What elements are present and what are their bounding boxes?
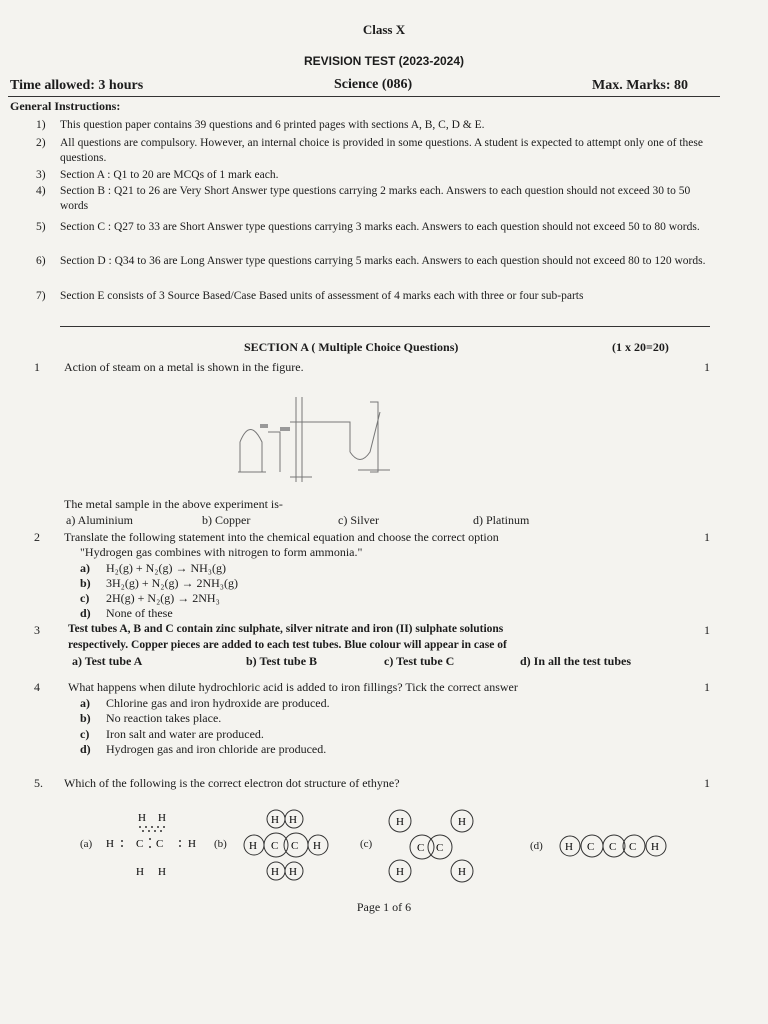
q2-mark: 1 xyxy=(704,530,710,544)
svg-text:C: C xyxy=(587,841,595,853)
q1-option-a[interactable]: a) Aluminium xyxy=(66,513,133,527)
q5-option-d-label[interactable]: (d) xyxy=(530,840,543,852)
instructions-divider xyxy=(60,326,710,327)
svg-text:H: H xyxy=(289,814,297,826)
svg-text:H: H xyxy=(106,838,114,850)
instruction-item: 4) Section B : Q21 to 26 are Very Short Answer type questions carrying 2 marks each. Answers to each question should not exceed 30 to 50 words xyxy=(36,185,691,212)
svg-text:C: C xyxy=(291,840,299,852)
q5-option-b-structure[interactable] xyxy=(234,805,344,885)
steam-apparatus-figure xyxy=(220,382,420,492)
svg-text:H: H xyxy=(249,840,257,852)
time-allowed: Time allowed: 3 hours xyxy=(10,78,144,93)
q3-option-c[interactable]: c) Test tube C xyxy=(384,654,455,668)
svg-text:H: H xyxy=(651,841,659,853)
class-title: Class X xyxy=(362,22,406,37)
section-a-marks: (1 x 20=20) xyxy=(612,340,669,354)
svg-text:H: H xyxy=(136,866,144,878)
q4-number: 4 xyxy=(34,680,40,694)
svg-text:H: H xyxy=(313,840,321,852)
q2-option-c[interactable]: c) 2H(g) + N₂(g) → 2NH₃ xyxy=(80,591,220,605)
svg-text:H: H xyxy=(271,866,279,878)
page-number: Page 1 of 6 xyxy=(356,900,412,914)
svg-text:H: H xyxy=(458,866,466,878)
svg-text:H: H xyxy=(458,816,466,828)
q3-option-a[interactable]: a) Test tube A xyxy=(72,654,143,668)
q3-option-d[interactable]: d) In all the test tubes xyxy=(520,654,632,668)
q5-option-c-label[interactable]: (c) xyxy=(360,838,373,850)
svg-text:C: C xyxy=(417,842,425,854)
q2-option-a[interactable]: a) H₂(g) + N₂(g) → NH₃(g) xyxy=(80,561,226,575)
q4-option-b[interactable]: b) No reaction takes place. xyxy=(80,711,222,725)
instruction-item: 5) Section C : Q27 to 33 are Short Answer type questions carrying 3 marks each. Answers to each question should not exceed 50 to 80 words. xyxy=(36,221,700,233)
instruction-item: 7) Section E consists of 3 Source Based/Case Based units of assessment of 4 marks each with three or four sub-parts xyxy=(36,290,584,302)
test-title: REVISION TEST (2023-2024) xyxy=(303,54,465,68)
q3-mark: 1 xyxy=(704,623,710,637)
q4-text: What happens when dilute hydrochloric acid is added to iron fillings? Tick the correct answer xyxy=(68,680,518,694)
q5-option-d-structure[interactable] xyxy=(556,826,676,866)
svg-text:H: H xyxy=(565,841,573,853)
svg-text:H: H xyxy=(158,866,166,878)
svg-text:H: H xyxy=(396,866,404,878)
svg-text:C: C xyxy=(156,838,164,850)
q1-text: Action of steam on a metal is shown in the figure. xyxy=(64,360,304,374)
section-a-title: SECTION A ( Multiple Choice Questions) xyxy=(244,340,459,354)
max-marks: Max. Marks: 80 xyxy=(592,78,689,93)
q1-followup: The metal sample in the above experiment is- xyxy=(64,497,283,511)
instruction-item: 6) Section D : Q34 to 36 are Long Answer type questions carrying 5 marks each. Answers to each question should not exceed 80 to 120 words. xyxy=(36,255,706,267)
q2-option-d[interactable]: d) None of these xyxy=(80,606,173,620)
q1-number: 1 xyxy=(34,360,40,374)
q4-option-c[interactable]: c) Iron salt and water are produced. xyxy=(80,727,264,741)
q1-option-b[interactable]: b) Copper xyxy=(202,513,251,527)
q2-option-b[interactable]: b) 3H₂(g) + N₂(g) → 2NH₃(g) xyxy=(80,576,238,590)
svg-text:H: H xyxy=(271,814,279,826)
q5-text: Which of the following is the correct electron dot structure of ethyne? xyxy=(64,776,400,790)
q5-option-c-structure[interactable] xyxy=(378,805,488,885)
instruction-item: 2) All questions are compulsory. However, an internal choice is provided in some questions. A student is expected to attempt only one of these questions. xyxy=(36,137,703,164)
header-divider xyxy=(8,96,720,97)
q5-number: 5. xyxy=(34,776,43,790)
q4-option-d[interactable]: d) Hydrogen gas and iron chloride are produced. xyxy=(80,742,327,756)
svg-text:C: C xyxy=(436,842,444,854)
q1-option-c[interactable]: c) Silver xyxy=(338,513,379,527)
svg-text:C: C xyxy=(136,838,144,850)
svg-text:C: C xyxy=(271,840,279,852)
q3-text-line2: respectively. Copper pieces are added to each test tubes. Blue colour will appear in case of xyxy=(68,639,507,651)
q1-mark: 1 xyxy=(704,360,710,374)
q3-number: 3 xyxy=(34,623,40,637)
q2-number: 2 xyxy=(34,530,40,544)
svg-text:H: H xyxy=(158,812,166,824)
instructions-heading: General Instructions: xyxy=(10,99,121,113)
q2-statement: "Hydrogen gas combines with nitrogen to form ammonia." xyxy=(80,545,363,559)
svg-text:H: H xyxy=(138,812,146,824)
q5-option-a-label[interactable]: (a) xyxy=(80,838,93,850)
q2-text: Translate the following statement into the chemical equation and choose the correct option xyxy=(64,530,499,544)
q1-option-d[interactable]: d) Platinum xyxy=(473,513,530,527)
q4-mark: 1 xyxy=(704,680,710,694)
svg-text:C: C xyxy=(609,841,617,853)
q3-option-b[interactable]: b) Test tube B xyxy=(246,654,318,668)
q5-mark: 1 xyxy=(704,776,710,790)
exam-page: Class X REVISION TEST (2023-2024) Time allowed: 3 hours Science (086) Max. Marks: 80 General Instructions: 1) This question paper contains 39 questions and 6 printed pages with sections A, B, C, D & E. 2) All questions are compulsory. However, an internal choice is provided in some questions. A student is expected to attempt only one of these questions. 3) Section A : Q1 to 20 are MCQs of 1 mark each. 4) Section B : Q21 to 26 are Very Short Answer type questions carrying 2 marks each. Answers to each question should not exceed 30 to 50 words 5) Section C : Q27 to 33 are Short Answer type questions carrying 3 marks each. Answers to each question should not exceed 50 to 80 words. 6) Section D : Q34 to 36 are Long Answer type questions carrying 5 marks each. Answers to each question should not exceed 80 to 120 words. 7) Section E consists of 3 Source Based/Case Based units of assessment of 4 marks each with three or four sub-parts SECTION A ( Multiple Choice Questions) (1 x 20=20) 1 Action of steam on a metal is shown in the figure. 1 The metal sample in the above experiment is- a) Aluminium b) Copper c) Silver d) Platinum 2 Translate the following statement into the chemical equation and choose the correct option 1 "Hydrogen gas combines with nitrogen to form ammonia." a) H₂(g) + N₂(g) → NH₃(g) b) 3H₂(g) + N₂(g) → 2NH₃(g) c) 2H(g) + N₂(g) → 2NH₃ d) None of these 3 Test tubes A, B and C contain zinc sulphate, silver nitrate and iron (II) sulphate solutions 1 respectively. Copper pieces are added to each test tubes. Blue colour will appear in case of a) Test tube A b) Test tube B c) Test tube C d) In all the test tubes 4 What happens when dilute hydrochloric acid is added to iron fillings? Tick the correct answer 1 a) Chlorine gas and iron hydroxide are produced. b) No reaction takes place. c) Iron salt and water are produced. d) Hydrogen gas and iron chloride are produced. 5. Which of the following is the correct electron dot structure of ethyne? 1 (a) H H H C C H H H (b) H H H C C H H H (c) H H C C H H (d) H C C C H Page 1 of 6 xyxy=(0,0,768,1024)
q5-option-a-structure[interactable] xyxy=(100,805,210,885)
svg-text:C: C xyxy=(629,841,637,853)
svg-text:H: H xyxy=(396,816,404,828)
subject-code: Science (086) xyxy=(334,77,413,92)
q4-option-a[interactable]: a) Chlorine gas and iron hydroxide are produced. xyxy=(80,696,330,710)
q3-text-line1: Test tubes A, B and C contain zinc sulphate, silver nitrate and iron (II) sulphate solutions xyxy=(68,623,504,635)
svg-text:H: H xyxy=(289,866,297,878)
svg-text:H: H xyxy=(188,838,196,850)
q5-option-b-label[interactable]: (b) xyxy=(214,838,227,850)
